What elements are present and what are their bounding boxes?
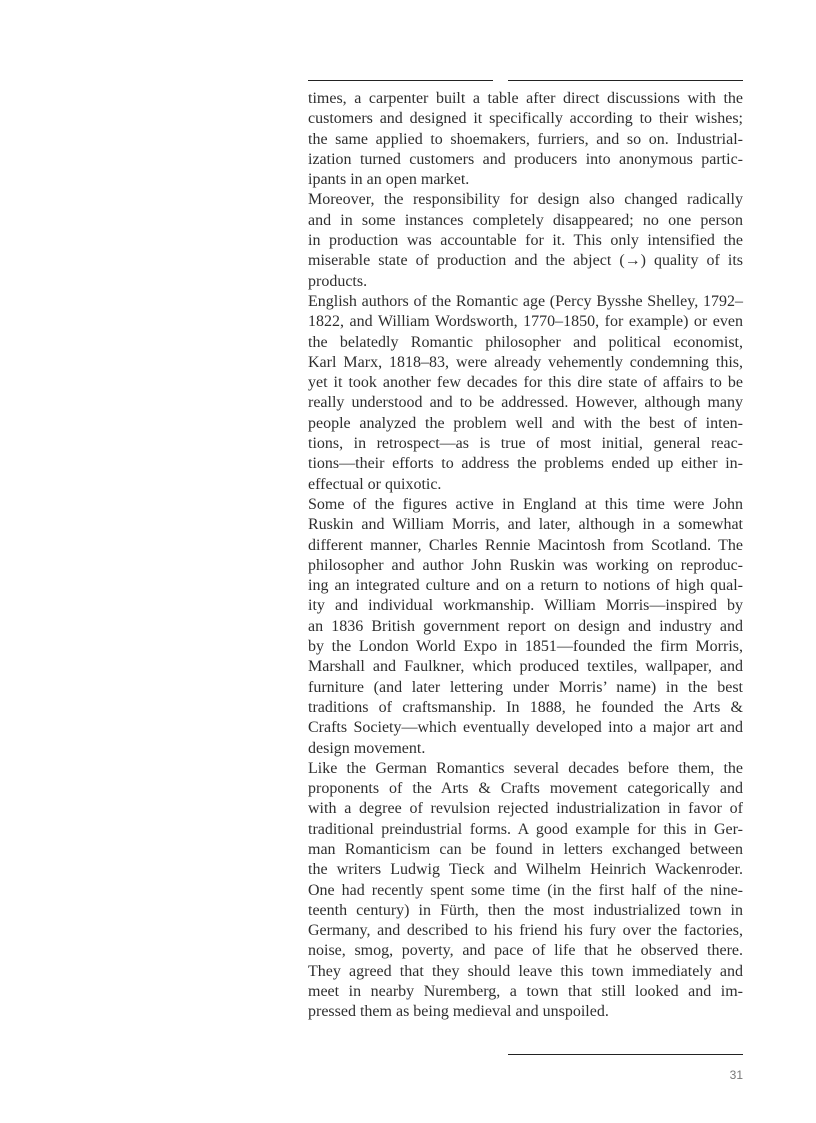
text-line: ity and individual workmanship. William Morris—inspired by xyxy=(308,597,743,615)
footer-rule xyxy=(508,1054,743,1055)
text-line: ing an integrated culture and on a return to notions of high qual- xyxy=(308,577,743,595)
paragraph xyxy=(308,495,743,759)
text-line: tions—their efforts to address the problems ended up either in- xyxy=(308,455,743,473)
text-line: man Romanticism can be found in letters exchanged between xyxy=(308,840,743,858)
text-line: Ruskin and William Morris, and later, although in a somewhat xyxy=(308,516,743,534)
top-rule-right xyxy=(508,80,743,81)
text-line: pressed them as being medieval and unspoiled. xyxy=(308,1003,609,1021)
text-line: and in some instances completely disappeared; no one person xyxy=(308,211,743,229)
top-rule-left xyxy=(308,80,493,81)
text-line: design movement. xyxy=(308,739,426,757)
text-line: times, a carpenter built a table after direct discussions with the xyxy=(308,90,743,107)
text-line: English authors of the Romantic age (Percy Bysshe Shelley, 1792– xyxy=(308,292,743,310)
text-line: the same applied to shoemakers, furriers, and so on. Industrial- xyxy=(308,130,743,148)
paragraph xyxy=(308,292,743,495)
text-line: traditions of craftsmanship. In 1888, he founded the Arts & xyxy=(308,698,743,716)
text-line: Some of the figures active in England at this time were John xyxy=(308,495,743,513)
paragraph xyxy=(308,190,743,291)
text-line: tions, in retrospect—as is true of most initial, general reac- xyxy=(308,435,743,453)
text-line: One had recently spent some time (in the first half of the nine- xyxy=(308,881,743,899)
text-line: ization turned customers and producers into anonymous partic- xyxy=(308,150,743,168)
text-line: proponents of the Arts & Crafts movement categorically and xyxy=(308,780,743,798)
text-line: furniture (and later lettering under Morris’ name) in the best xyxy=(308,678,743,696)
text-line: the belatedly Romantic philosopher and political economist, xyxy=(308,333,743,351)
text-line: the writers Ludwig Tieck and Wilhelm Heinrich Wackenroder. xyxy=(308,861,743,879)
paragraph xyxy=(308,759,743,1023)
text-line: philosopher and author John Ruskin was working on reproduc- xyxy=(308,556,743,574)
text-line: an 1836 British government report on design and industry and xyxy=(308,617,743,635)
page-number: 31 xyxy=(729,1068,743,1082)
text-line: meet in nearby Nuremberg, a town that still looked and im- xyxy=(308,983,743,1001)
text-line: Crafts Society—which eventually developed into a major art and xyxy=(308,719,743,737)
text-line: Germany, and described to his friend his fury over the factories, xyxy=(308,922,743,940)
text-line: different manner, Charles Rennie Macintosh from Scotland. The xyxy=(308,536,743,554)
text-line: Like the German Romantics several decades before them, the xyxy=(308,759,743,777)
text-line: with a degree of revulsion rejected industrialization in favor of xyxy=(308,800,743,818)
text-line: Karl Marx, 1818–83, were already vehemently condemning this, xyxy=(308,353,743,371)
paragraph xyxy=(308,89,743,190)
text-line: traditional preindustrial forms. A good example for this in Ger- xyxy=(308,820,743,838)
text-line: by the London World Expo in 1851—founded the firm Morris, xyxy=(308,638,743,656)
body-text xyxy=(308,89,743,1023)
text-line: products. xyxy=(308,272,368,290)
text-line: teenth century) in Fürth, then the most industrialized town in xyxy=(308,901,743,919)
text-line: Moreover, the responsibility for design also changed radically xyxy=(308,191,743,209)
text-line: effectual or quixotic. xyxy=(308,475,442,493)
text-line: Marshall and Faulkner, which produced textiles, wallpaper, and xyxy=(308,658,743,676)
text-line: people analyzed the problem well and with the best of inten- xyxy=(308,414,743,432)
text-line: They agreed that they should leave this town immediately and xyxy=(308,962,743,980)
text-line: yet it took another few decades for this dire state of affairs to be xyxy=(308,374,743,392)
text-line: 1822, and William Wordsworth, 1770–1850, for example) or even xyxy=(308,313,743,331)
text-line: ipants in an open market. xyxy=(308,171,470,189)
text-line: noise, smog, poverty, and pace of life that he observed there. xyxy=(308,942,743,960)
text-line: customers and designed it specifically according to their wishes; xyxy=(308,110,743,128)
text-line: in production was accountable for it. This only intensified the xyxy=(308,232,743,250)
text-line: really understood and to be addressed. However, although many xyxy=(308,394,743,412)
text-line: miserable state of production and the abject (→) quality of its xyxy=(308,252,743,270)
